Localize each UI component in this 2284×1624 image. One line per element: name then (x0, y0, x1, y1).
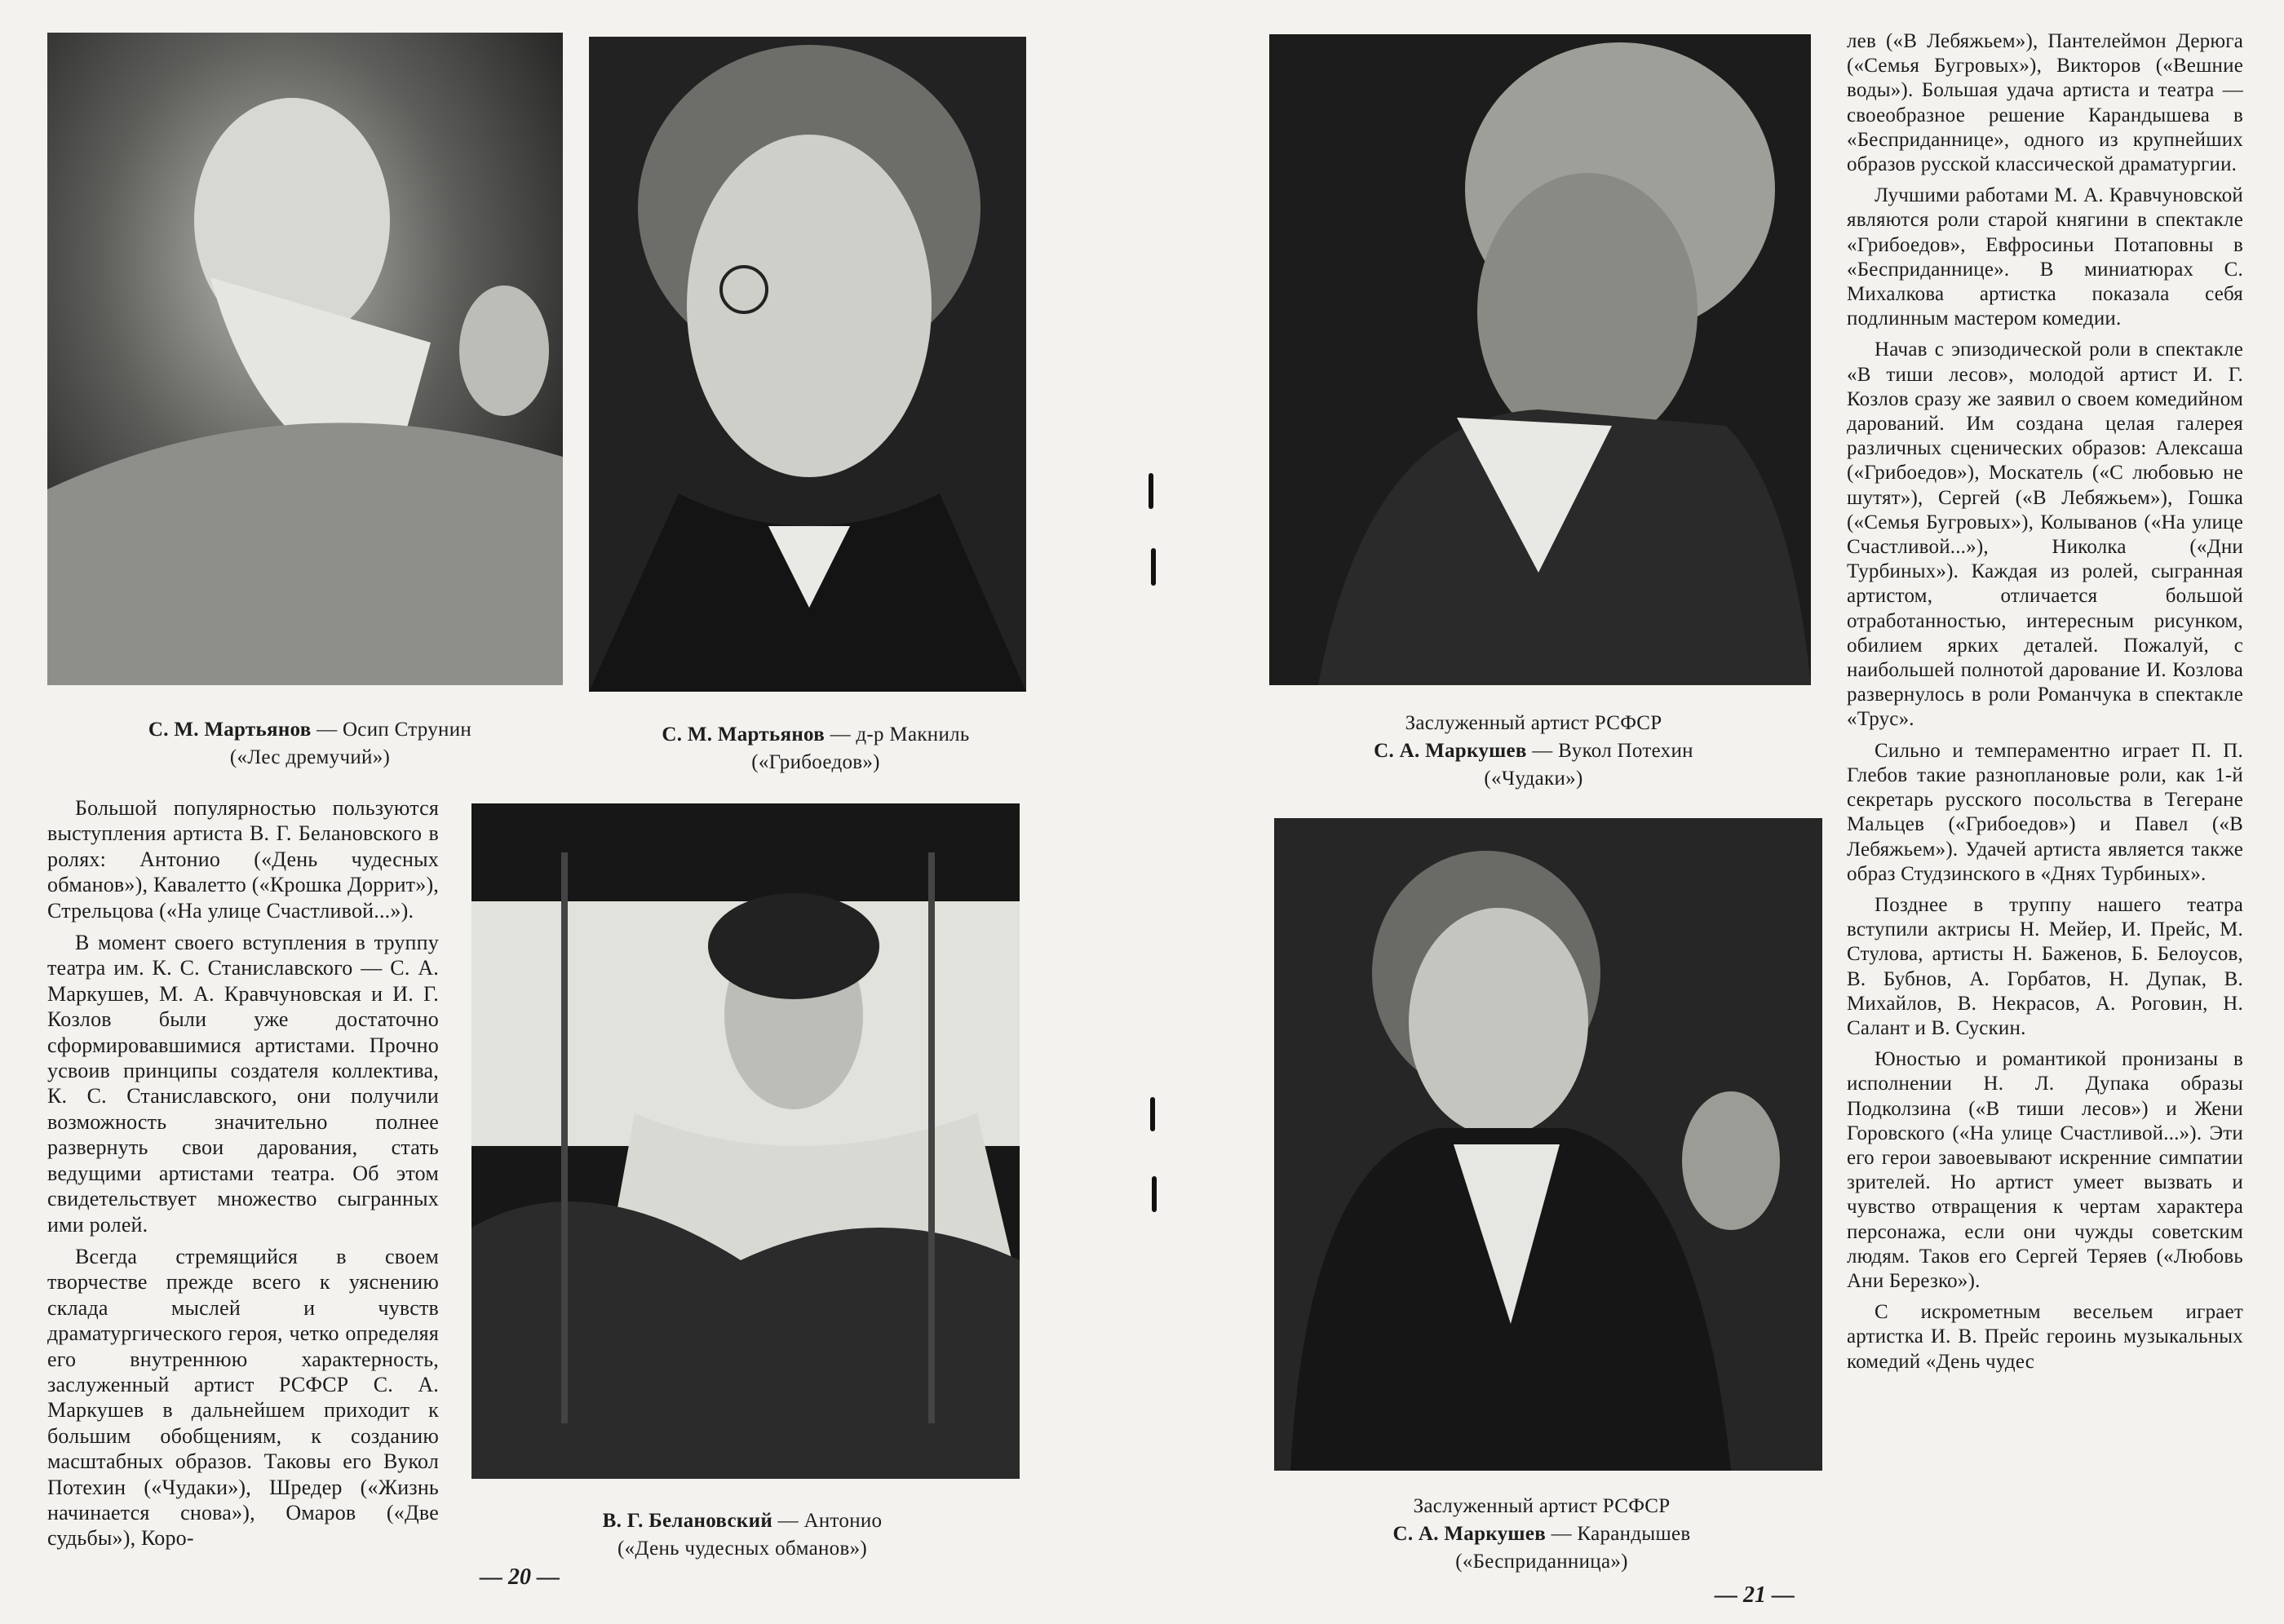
binding-mark (1151, 548, 1156, 586)
photo-markushev-potekhin (1269, 34, 1811, 685)
binding-mark (1150, 1097, 1155, 1131)
portrait-image (1274, 818, 1822, 1471)
portrait-image (589, 37, 1026, 692)
caption-role: — Карандышев (1546, 1523, 1691, 1545)
caption-role: — Осип Струнин (311, 719, 472, 741)
caption-play: («Чудаки») (1484, 768, 1583, 790)
portrait-image (1269, 34, 1811, 685)
paragraph: Сильно и темпераментно играет П. П. Глебов такие разноплановые роли, как 1-й секретарь русского посольства в Тегеране Мальцев («Грибоедов») и Павел («В Лебяжьем»). Удачей артиста является также образ Студзинского в «Днях Турбиных». (1847, 739, 2243, 885)
caption-photo-3 (530, 1507, 954, 1563)
photo-martyanov-macneil (589, 37, 1026, 692)
caption-name: С. А. Маркушев (1392, 1523, 1547, 1545)
caption-play: («День чудесных обманов») (617, 1538, 867, 1560)
paragraph: Юностью и романтикой пронизаны в исполнении Н. Л. Дупака образы Подколзина («В тиши лесов») и Жени Горовского («На улице Счастливой...»). Эти его герои завоевывают искренние симпатии зрителей. Но артист умеет вызвать и чувство отвращения к чертам характера персонажа, если они чужды советским людям. Таков его Сергей Теряев («Любовь Ани Березко»). (1847, 1048, 2243, 1292)
caption-photo-5 (1313, 1493, 1770, 1576)
paragraph: Позднее в труппу нашего театра вступили актрисы Н. Мейер, И. Прейс, М. Стулова, артисты Н. Баженов, Б. Белоусов, В. Бубнов, А. Горбатов, Н. Дупак, В. Михайлов, В. Некрасов, А. Роговин, Н. Салант и В. Сускин. (1847, 893, 2243, 1039)
portrait-image (471, 803, 1020, 1479)
caption-title: Заслуженный артист РСФСР (1405, 712, 1662, 734)
caption-name: В. Г. Белановский (602, 1510, 773, 1532)
caption-name: С. А. Маркушев (1374, 740, 1527, 762)
binding-mark (1149, 473, 1153, 509)
paragraph: Лучшими работами М. А. Кравчуновской являются роли старой княгини в спектакле «Грибоедов», Евфросиньи Потаповны в «Бесприданнице». В миниатюрах С. Михалкова артистка показала себя подлинным мастером комедии. (1847, 184, 2243, 330)
caption-role: — Вукол Потехин (1526, 740, 1693, 762)
photo-markushev-karandyshev (1274, 818, 1822, 1471)
caption-role: — д-р Макниль (825, 723, 970, 746)
paragraph: В момент своего вступления в труппу театра им. К. С. Станиславского — С. А. Маркушев, М. А. Кравчуновская и И. Г. Козлов были уже достаточно сформировавшимися артистами. Прочно усвоив принципы создателя коллектива, К. С. Станиславского, они получили возможность значительно полнее развернуть свои дарования, стать ведущими артистами театра. Об этом свидетельствует множество сыгранных ими ролей. (47, 931, 439, 1237)
caption-play: («Лес дремучий») (229, 746, 391, 768)
page-number-left: — 20 — (480, 1564, 560, 1590)
portrait-image (47, 33, 563, 685)
caption-title: Заслуженный артист РСФСР (1413, 1495, 1671, 1517)
paragraph: Всегда стремящийся в своем творчестве прежде всего к уяснению склада мыслей и чувств драматургического героя, четко определяя его внутреннюю характерность, заслуженный артист РСФСР С. А. Маркушев в дальнейшем приходит к большим обобщениям, к созданию масштабных образов. Таковы его Вукол Потехин («Чудаки»), Шредер («Жизнь начинается снова»), Омаров («Две судьбы»), Коро- (47, 1244, 439, 1551)
caption-play: («Бесприданница») (1455, 1551, 1628, 1573)
paragraph: Большой популярностью пользуются выступления артиста В. Г. Белановского в ролях: Антонио («День чудесных обманов»), Кавалетто («Крошка Доррит»), Стрельцова («На улице Счастливой...»). (47, 796, 439, 923)
caption-name: С. М. Мартьянов (148, 719, 312, 741)
caption-photo-2 (612, 721, 1020, 777)
left-text-column (47, 795, 439, 1558)
paragraph: С искрометным весельем играет артистка И. В. Прейс героинь музыкальных комедий «День чудес (1847, 1301, 2243, 1373)
caption-role: — Антонио (772, 1510, 883, 1532)
caption-name: С. М. Мартьянов (662, 723, 826, 746)
page-number-right: — 21 — (1715, 1582, 1795, 1608)
caption-photo-4 (1305, 710, 1762, 793)
photo-martyanov-strunin (47, 33, 563, 685)
paragraph: лев («В Лебяжьем»), Пантелеймон Дерюга («Семья Бугровых»), Викторов («Вешние воды»). Большая удача артиста и театра — своеобразное решение Карандышева в «Бесприданнице», одного из крупнейших образов русской классической драматургии. (1847, 30, 2243, 176)
binding-mark (1152, 1176, 1157, 1212)
photo-belanovsky-antonio (471, 803, 1020, 1479)
paragraph: Начав с эпизодической роли в спектакле «В тиши лесов», молодой артист И. Г. Козлов сразу же заявил о своем комедийном дарований. Им создана целая галерея различных сценических образов: Алексаша («Грибоедов»), Москатель («С любовью не шутят»), Сергей («В Лебяжьем»), Гошка («Семья Бугровых»), Колыванов («На улице Счастливой...»), Николка («Дни Турбиных»). Каждая из ролей, сыгранная артистом, отличается большой отработанностью, интересным рисунком, обилием ярких деталей. Пожалуй, с наибольшей полнотой дарование И. Козлова развернулось в роли Романчука в спектакле «Трус». (1847, 339, 2243, 731)
caption-play: («Грибоедов») (751, 751, 880, 773)
caption-photo-1 (98, 716, 522, 772)
right-text-column (1847, 29, 2243, 1381)
